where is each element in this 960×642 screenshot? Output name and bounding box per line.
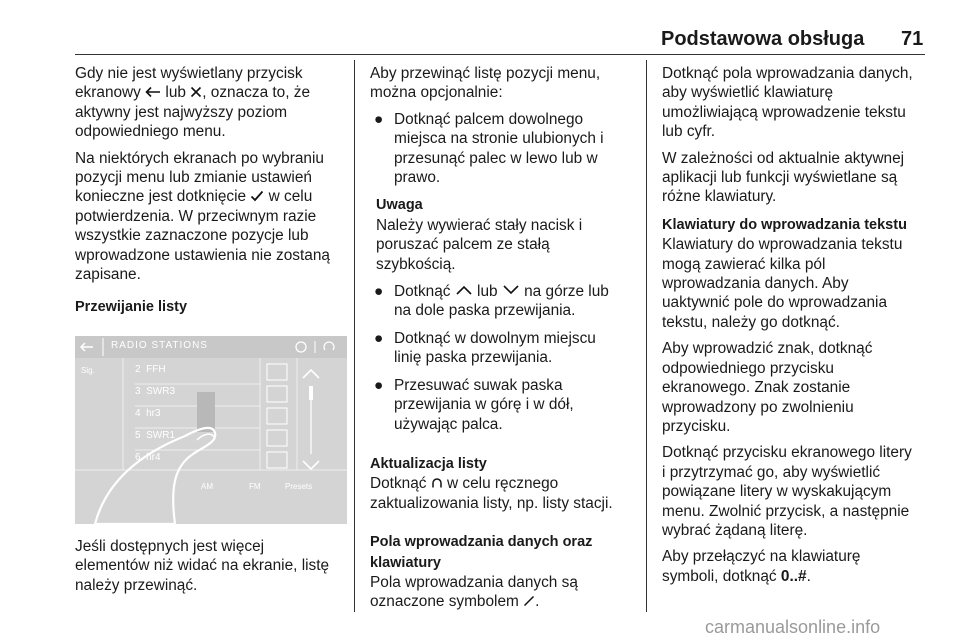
refresh-icon	[431, 477, 443, 489]
page-number: 71	[901, 28, 924, 50]
section-heading: Klawiatury do wprowadzania tekstu	[662, 216, 907, 233]
paragraph: W zależności od aktualnie aktywnej aplikacji lub funkcji wyświetlane są różne klawiatury.	[662, 149, 905, 206]
bullet-item: ● Przesuwać suwak paska przewijania w górę i w dół, używając palca.	[374, 376, 574, 433]
column-1	[75, 64, 347, 325]
illustration-bottom-am: AM	[201, 482, 213, 491]
illustration-row: 3 SWR3	[135, 386, 176, 397]
check-icon	[250, 190, 264, 202]
paragraph: Dotknąć przycisku ekranowego litery i przytrzymać go, aby wyświetlić powiązane litery w wyskakującym menu. Zwolnić przycisk, a następnie wybrać żądaną literę.	[662, 444, 912, 539]
paragraph: Gdy nie jest wyświetlany przycisk ekranowy lub , oznacza to, że aktywny jest najwyższy poziom odpowiedniego menu.	[75, 65, 311, 141]
section-heading: Przewijanie listy	[75, 299, 188, 316]
section-heading: Pola wprowadzania danych oraz	[370, 534, 593, 551]
illustration-bottom-presets: Presets	[285, 482, 313, 491]
column-2	[370, 64, 638, 619]
bullet-item: ● Dotknąć palcem dowolnego miejsca na stronie ulubionych i przesunąć palec w lewo lub w prawo.	[374, 110, 604, 187]
paragraph: Na niektórych ekranach po wybraniu pozycji menu lub zmianie ustawień konieczne jest dotknięcie w celu potwierdzenia. W przeciwnym razie wszystkie zaznaczone pozycje lub wprowadzone ustawienia nie zostaną zapisane.	[75, 149, 330, 284]
back-arrow-icon	[145, 86, 161, 98]
paragraph: Aby wprowadzić znak, dotknąć odpowiedniego przycisku ekranowego. Znak zostanie wprowadzony po zwolnieniu przycisku.	[662, 340, 873, 435]
illustration-bottom-fm: FM	[249, 482, 261, 491]
paragraph: Aktualizacja listy Dotknąć w celu ręcznego zaktualizowania listy, np. listy stacji.	[370, 455, 613, 512]
symbol-key-label: 0..#	[780, 567, 807, 585]
section-heading: Aktualizacja listy	[370, 455, 487, 472]
column-3	[662, 64, 926, 593]
section-title: Podstawowa obsługa	[661, 28, 865, 50]
bullet-icon: ●	[374, 283, 384, 301]
watermark: carmanualsonline.info	[705, 617, 881, 637]
column-divider-2	[646, 60, 647, 612]
bullet-item: ● Dotknąć lub na górze lub na dole paska przewijania.	[374, 283, 609, 320]
illustration-row: 2 FFH	[135, 364, 166, 375]
illustration-row: 5 SWR1	[135, 430, 176, 441]
paragraph: Aby przełączyć na klawiaturę symboli, dotknąć 0..#.	[662, 548, 861, 585]
chevron-up-icon	[455, 284, 473, 296]
column-1-bottom	[75, 537, 347, 602]
close-icon	[190, 86, 202, 98]
illustration-title: RADIO STATIONS	[111, 340, 208, 351]
bullet-icon: ●	[374, 329, 384, 347]
illustration-left-label: Sig.	[81, 366, 95, 375]
chevron-down-icon	[502, 284, 520, 296]
illustration-row: 6 hr4	[135, 452, 161, 463]
column-divider-1	[354, 60, 355, 612]
illustration-row: 4 hr3	[135, 408, 161, 419]
paragraph: Dotknąć pola wprowadzania danych, aby wyświetlić klawiaturę umożliwiającą wprowadzenie tekstu lub cyfr.	[662, 65, 913, 141]
section-heading: klawiatury	[370, 554, 441, 571]
paragraph: Pola wprowadzania danych oraz klawiatury Pola wprowadzania danych są oznaczone symbolem .	[370, 534, 593, 611]
paragraph: Klawiatury do wprowadzania tekstu Klawiatury do wprowadzania tekstu mogą zawierać kilka pól wprowadzania danych. Aby uaktywnić pole do wprowadzania tekstu, należy go dotknąć.	[662, 216, 907, 331]
paragraph: Aby przewinąć listę pozycji menu, można opcjonalnie:	[370, 65, 601, 102]
scroll-list-illustration	[75, 336, 347, 524]
note-title: Uwaga	[376, 197, 423, 214]
pencil-icon	[523, 595, 535, 607]
paragraph: Jeśli dostępnych jest więcej elementów niż widać na ekranie, listę należy przewinąć.	[75, 538, 330, 594]
bullet-item: ● Dotknąć w dowolnym miejscu linię paska przewijania.	[374, 329, 596, 367]
bullet-icon: ●	[374, 376, 384, 394]
illustration-svg	[75, 336, 347, 524]
header-rule	[75, 54, 925, 55]
note: Uwaga Należy wywierać stały nacisk i poruszać palcem ze stałą szybkością.	[376, 197, 583, 273]
bullet-icon: ●	[374, 110, 384, 128]
